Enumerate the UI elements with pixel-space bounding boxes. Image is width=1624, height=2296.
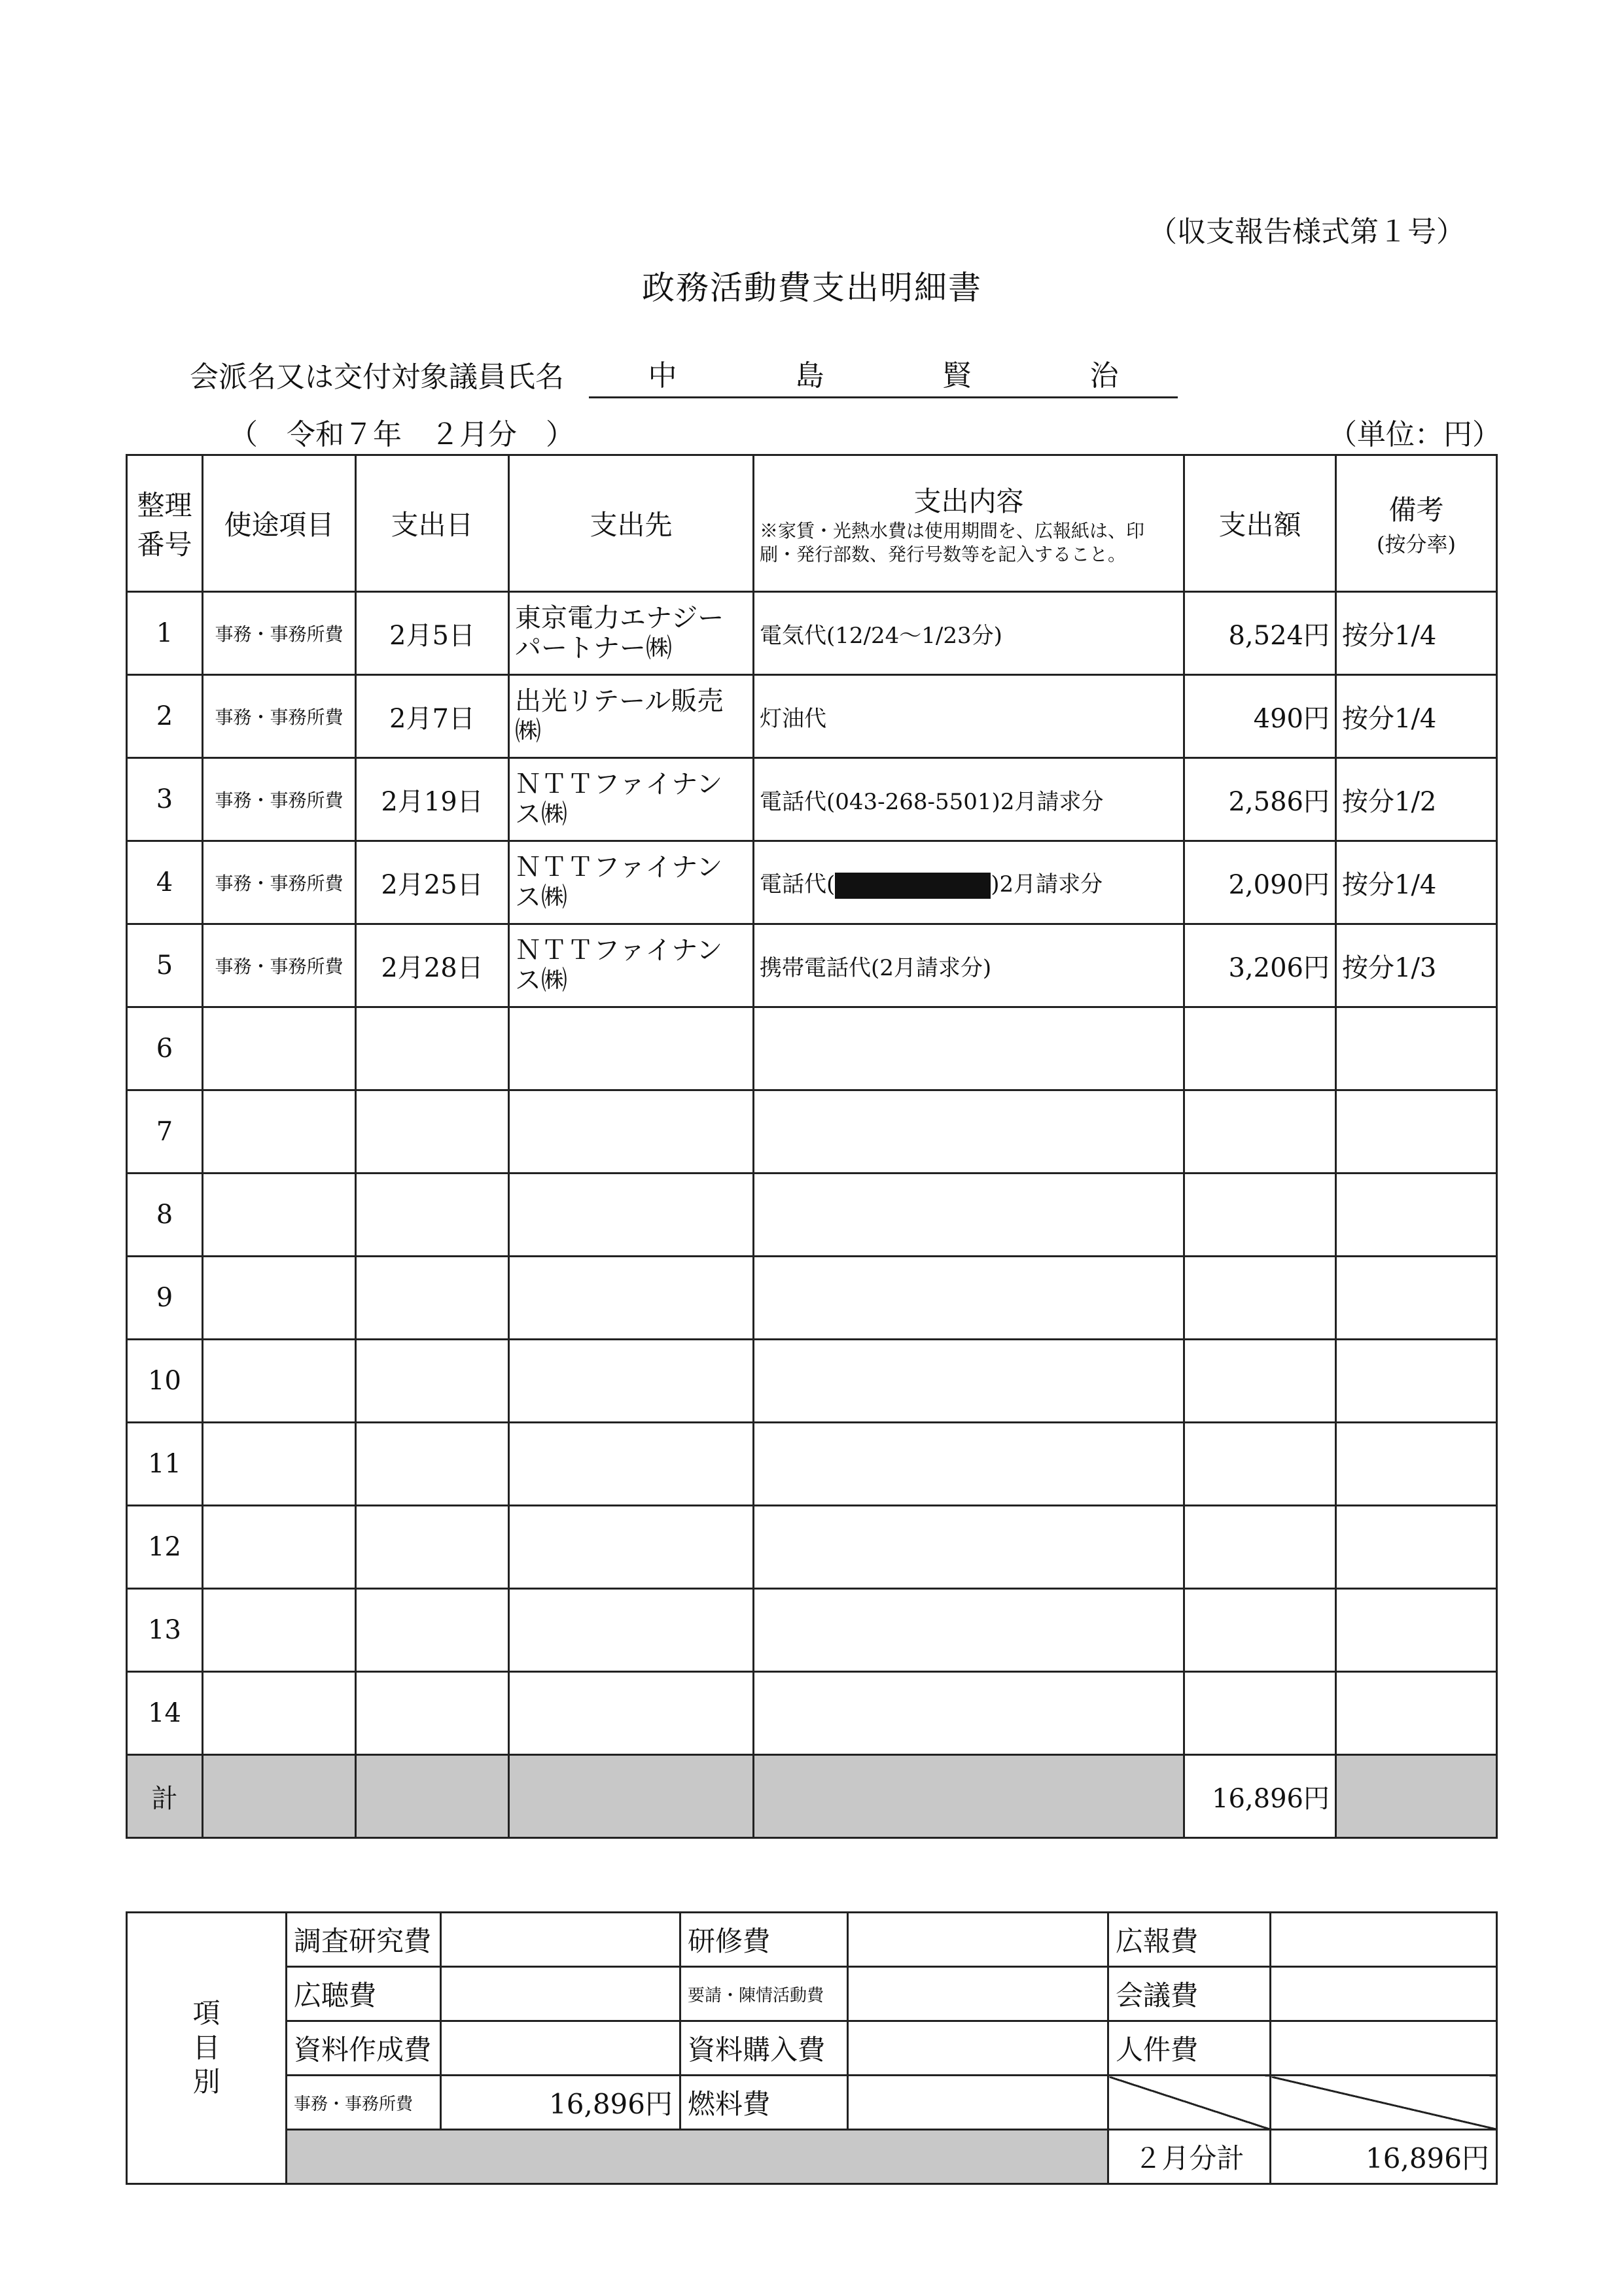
row-amount: 3,206円 bbox=[1184, 924, 1336, 1007]
row-payee: ＮＴＴファイナンス㈱ bbox=[509, 924, 754, 1007]
col-no-header: 整理番号 bbox=[127, 455, 203, 592]
row-amount: 490円 bbox=[1184, 675, 1336, 758]
row-no: 6 bbox=[127, 1007, 203, 1090]
category-summary-table bbox=[126, 1911, 1498, 2185]
category-side-label: 項目別 bbox=[127, 1913, 287, 2184]
row-no: 12 bbox=[127, 1506, 203, 1589]
row-no: 5 bbox=[127, 924, 203, 1007]
table-row bbox=[127, 1672, 1497, 1755]
document-title: 政務活動費支出明細書 bbox=[642, 269, 982, 307]
row-remarks: 按分1/4 bbox=[1336, 592, 1497, 675]
table-row bbox=[127, 1090, 1497, 1174]
row-remarks: 按分1/4 bbox=[1336, 841, 1497, 924]
category-publicity: 広報費 bbox=[1108, 1913, 1271, 1967]
row-date: 2月5日 bbox=[356, 592, 509, 675]
row-no: 2 bbox=[127, 675, 203, 758]
row-date: 2月19日 bbox=[356, 758, 509, 841]
row-payee: ＮＴＴファイナンス㈱ bbox=[509, 758, 754, 841]
category-research: 調査研究費 bbox=[287, 1913, 441, 1967]
table-row bbox=[127, 1506, 1497, 1589]
category-materials-purchase: 資料購入費 bbox=[680, 2021, 848, 2076]
member-label: 会派名又は交付対象議員氏名 bbox=[190, 360, 564, 394]
col-amount-header: 支出額 bbox=[1184, 455, 1336, 592]
row-payee: ＮＴＴファイナンス㈱ bbox=[509, 841, 754, 924]
table-row bbox=[127, 675, 1497, 758]
row-payee: 出光リテール販売㈱ bbox=[509, 675, 754, 758]
total-amount: 16,896円 bbox=[1184, 1755, 1336, 1838]
redaction-block bbox=[835, 873, 991, 899]
content-header-title: 支出内容 bbox=[913, 485, 1024, 517]
row-content: 携帯電話代(2月請求分) bbox=[754, 924, 1184, 1007]
member-name-char: 賢 bbox=[942, 359, 972, 392]
table-row bbox=[127, 924, 1497, 1007]
expense-table bbox=[126, 454, 1498, 1839]
table-row bbox=[127, 1257, 1497, 1340]
period: （ 令和７年 ２月分 ） bbox=[229, 418, 574, 451]
row-no: 11 bbox=[127, 1423, 203, 1506]
category-petition: 要請・陳情活動費 bbox=[680, 1967, 848, 2021]
table-row bbox=[127, 758, 1497, 841]
member-name-char: 中 bbox=[648, 359, 677, 392]
row-no: 9 bbox=[127, 1257, 203, 1340]
category-training: 研修費 bbox=[680, 1913, 848, 1967]
row-no: 4 bbox=[127, 841, 203, 924]
month-total-label: ２月分計 bbox=[1108, 2130, 1271, 2184]
month-total-amount: 16,896円 bbox=[1271, 2130, 1497, 2184]
row-date: 2月7日 bbox=[356, 675, 509, 758]
category-personnel: 人件費 bbox=[1108, 2021, 1271, 2076]
table-row bbox=[127, 1340, 1497, 1423]
table-row bbox=[127, 1174, 1497, 1257]
row-purpose: 事務・事務所費 bbox=[203, 924, 356, 1007]
row-amount: 8,524円 bbox=[1184, 592, 1336, 675]
table-row bbox=[127, 841, 1497, 924]
row-remarks: 按分1/3 bbox=[1336, 924, 1497, 1007]
table-row bbox=[127, 1423, 1497, 1506]
row-purpose: 事務・事務所費 bbox=[203, 675, 356, 758]
row-content: 電話代(043-268-5501)2月請求分 bbox=[754, 758, 1184, 841]
form-number: （収支報告様式第１号） bbox=[1148, 215, 1465, 249]
row-remarks: 按分1/4 bbox=[1336, 675, 1497, 758]
row-content: 灯油代 bbox=[754, 675, 1184, 758]
row-content bbox=[754, 841, 1184, 924]
category-office-amount: 16,896円 bbox=[441, 2076, 680, 2130]
content-suffix: )2月請求分 bbox=[991, 871, 1103, 897]
row-date: 2月25日 bbox=[356, 841, 509, 924]
row-payee: 東京電力エナジーパートナー㈱ bbox=[509, 592, 754, 675]
category-office: 事務・事務所費 bbox=[287, 2076, 441, 2130]
col-content-header bbox=[754, 455, 1184, 592]
category-meeting: 会議費 bbox=[1108, 1967, 1271, 2021]
table-row bbox=[127, 1007, 1497, 1090]
col-date-header: 支出日 bbox=[356, 455, 509, 592]
row-purpose: 事務・事務所費 bbox=[203, 592, 356, 675]
total-label: 計 bbox=[127, 1755, 203, 1838]
row-no: 8 bbox=[127, 1174, 203, 1257]
member-name-char: 治 bbox=[1089, 359, 1119, 392]
row-amount: 2,586円 bbox=[1184, 758, 1336, 841]
member-name bbox=[589, 352, 1178, 398]
col-remarks-header bbox=[1336, 455, 1497, 592]
table-row bbox=[127, 592, 1497, 675]
content-prefix: 電話代( bbox=[760, 871, 836, 897]
member-name-char: 島 bbox=[795, 359, 824, 392]
row-no: 13 bbox=[127, 1589, 203, 1672]
row-no: 10 bbox=[127, 1340, 203, 1423]
row-amount: 2,090円 bbox=[1184, 841, 1336, 924]
row-no: 1 bbox=[127, 592, 203, 675]
category-hearing: 広聴費 bbox=[287, 1967, 441, 2021]
row-purpose: 事務・事務所費 bbox=[203, 841, 356, 924]
content-header-note: ※家賃・光熱水費は使用期間を、広報紙は、印刷・発行部数、発行号数等を記入すること。 bbox=[760, 519, 1145, 565]
row-purpose: 事務・事務所費 bbox=[203, 758, 356, 841]
row-remarks: 按分1/2 bbox=[1336, 758, 1497, 841]
category-materials-making: 資料作成費 bbox=[287, 2021, 441, 2076]
total-row bbox=[127, 1755, 1497, 1838]
col-payee-header: 支出先 bbox=[509, 455, 754, 592]
row-no: 7 bbox=[127, 1090, 203, 1174]
row-content: 電気代(12/24～1/23分) bbox=[754, 592, 1184, 675]
remarks-header-sub: (按分率) bbox=[1377, 532, 1456, 557]
table-header-row bbox=[127, 455, 1497, 592]
row-no: 3 bbox=[127, 758, 203, 841]
table-row bbox=[127, 1589, 1497, 1672]
remarks-header-title: 備考 bbox=[1388, 494, 1444, 526]
col-purpose-header: 使途項目 bbox=[203, 455, 356, 592]
category-fuel: 燃料費 bbox=[680, 2076, 848, 2130]
row-date: 2月28日 bbox=[356, 924, 509, 1007]
diagonal-cell bbox=[1108, 2076, 1271, 2130]
diagonal-cell bbox=[1271, 2076, 1497, 2130]
unit-label: （単位：円） bbox=[1328, 418, 1501, 451]
row-no: 14 bbox=[127, 1672, 203, 1755]
